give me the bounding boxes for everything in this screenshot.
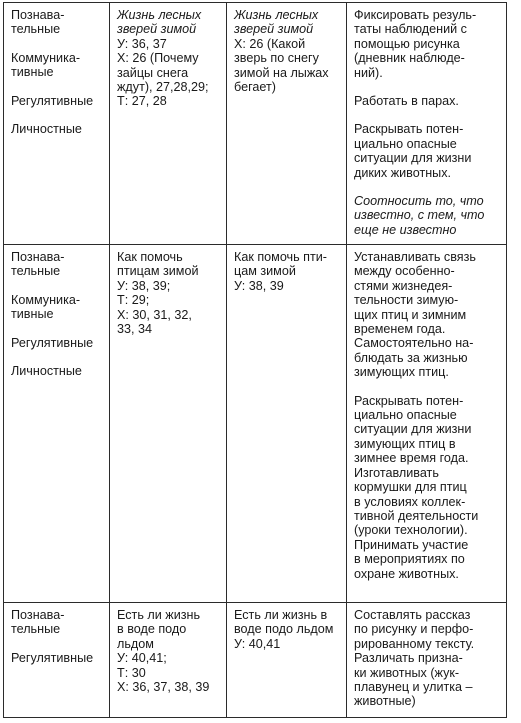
topic-title: Есть ли жизнь в воде подо льдом — [117, 608, 201, 651]
topic-title: Жизнь лесных зверей зимой — [234, 8, 319, 37]
ref-line: Т: 29; — [117, 293, 150, 308]
activity-text: Раскрывать потен- циально опасные ситуации для жизни зимующих птиц в зимнее время года. Изготавливать кормушки для птиц в условиях коллек- тивной деятельности (уроки технологии). Принимать участие в мероприятиях по охране животных. — [354, 393, 479, 581]
ref-line: Х: 26 (Почему зайцы снега ждут), 27,28,29; — [117, 51, 209, 95]
textbook-refs-cell — [110, 603, 227, 718]
activities-cell — [347, 603, 507, 718]
ref-line: Х: 26 (Какой зверь по снегу зимой на лыжах бегает) — [234, 36, 329, 95]
competency-communicative: Коммуника- тивные — [11, 50, 81, 80]
topic-title: Как помочь птицам зимой — [117, 250, 199, 279]
table-row — [4, 603, 507, 718]
reader-refs-cell — [227, 3, 347, 245]
ref-line: У: 40,41; — [117, 651, 167, 666]
competencies-cell — [4, 603, 110, 718]
table-row — [4, 3, 507, 245]
activity-text: Раскрывать потен- циально опасные ситуации для жизни диких животных. — [354, 122, 472, 180]
ref-line: У: 40,41 — [234, 636, 281, 651]
ref-line: Х: 30, 31, 32, 33, 34 — [117, 307, 192, 337]
ref-line: Т: 30 — [117, 665, 146, 680]
ref-line: Х: 36, 37, 38, 39 — [117, 680, 210, 695]
competency-personal: Личностные — [11, 364, 82, 379]
competency-cognitive: Познава- тельные — [11, 250, 65, 279]
topic-title: Как помочь пти- цам зимой — [234, 250, 327, 279]
competencies-cell — [4, 245, 110, 603]
ref-line: У: 36, 37 — [117, 36, 167, 51]
competency-regulatory: Регулятивные — [11, 335, 94, 350]
ref-line: У: 38, 39 — [234, 278, 284, 293]
reader-refs-cell — [227, 245, 347, 603]
table-row — [4, 245, 507, 603]
activities-cell — [347, 245, 507, 603]
competency-regulatory: Регулятивные — [11, 93, 94, 108]
ref-line: Т: 27, 28 — [117, 94, 167, 109]
competency-cognitive: Познава- тельные — [11, 608, 65, 637]
competencies-cell — [4, 3, 110, 245]
activity-text: Составлять рассказ по рисунку и перфо- рированному тексту. Различать призна- ки животных (жук- плавунец и улитка – животные) — [354, 608, 475, 709]
activity-text: Устанавливать связь между особенно- стями жизнедея- тельности зимую- щих птиц и зимним временем года. Самостоятельно на- блюдать за жизнью зимующих птиц. — [354, 250, 476, 380]
ref-line: У: 38, 39; — [117, 278, 171, 293]
reader-refs-cell — [227, 603, 347, 718]
activity-text: Соотносить то, что известно, с тем, что еще не известно — [354, 194, 485, 237]
lesson-plan-table — [3, 2, 507, 718]
activity-text: Работать в парах. — [354, 94, 459, 109]
competency-cognitive: Познава- тельные — [11, 8, 65, 37]
topic-title: Жизнь лесных зверей зимой — [117, 8, 202, 37]
activities-cell — [347, 3, 507, 245]
competency-communicative: Коммуника- тивные — [11, 292, 81, 322]
topic-title: Есть ли жизнь в воде подо льдом — [234, 608, 334, 637]
competency-regulatory: Регулятивные — [11, 650, 94, 665]
activity-text: Фиксировать резуль- таты наблюдений с помощью рисунка (дневник наблюде- ний). — [354, 8, 477, 80]
textbook-refs-cell — [110, 3, 227, 245]
textbook-refs-cell — [110, 245, 227, 603]
competency-personal: Личностные — [11, 122, 82, 137]
